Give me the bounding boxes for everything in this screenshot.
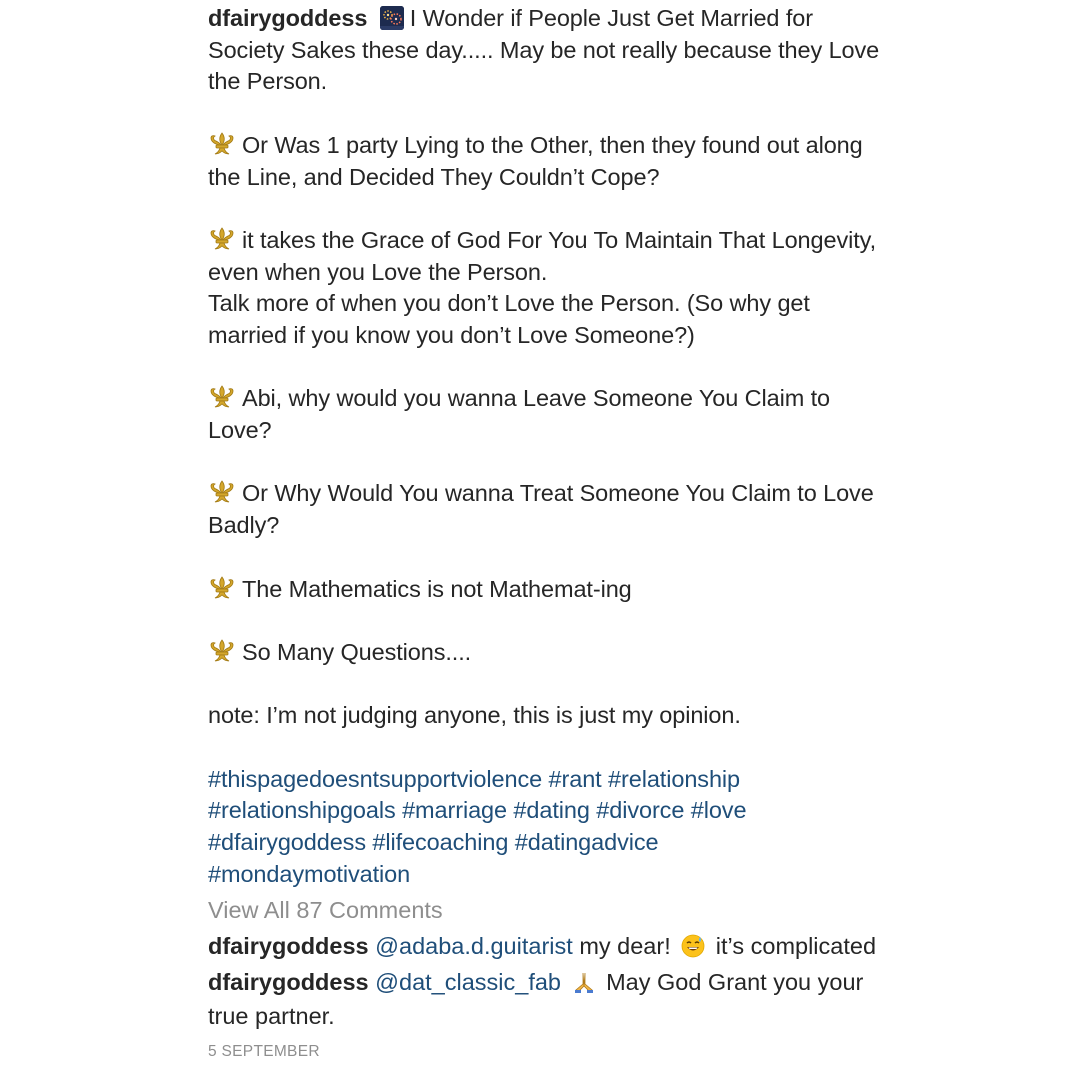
post-date: 5 SEPTEMBER — [208, 1042, 320, 1060]
hashtag-link[interactable]: #dfairygoddess — [208, 829, 366, 856]
hashtag-link[interactable]: #dating — [513, 797, 590, 824]
comment-item — [208, 965, 888, 1033]
caption-point — [208, 574, 888, 606]
fleur-de-lis-icon — [208, 479, 236, 505]
hashtag-link[interactable]: #marriage — [402, 797, 507, 824]
caption-point-text: Or Why Would You wanna Treat Someone You Claim to Love Badly? — [208, 480, 874, 539]
fleur-de-lis-icon — [208, 384, 236, 410]
fleur-de-lis-icon — [208, 131, 236, 157]
caption-note: note: I’m not judging anyone, this is just my opinion. — [208, 702, 741, 729]
caption-point — [208, 478, 888, 541]
instagram-post — [208, 0, 888, 1061]
hashtag-link[interactable]: #thispagedoesntsupportviolence — [208, 765, 543, 792]
fleur-de-lis-icon — [208, 638, 236, 664]
hashtag-link[interactable]: #lifecoaching — [372, 829, 509, 856]
comment-username[interactable]: dfairygoddess — [208, 968, 369, 995]
caption-point-text: it takes the Grace of God For You To Maintain That Longevity, even when you Love the Person. — [208, 226, 877, 285]
comment-username[interactable]: dfairygoddess — [208, 932, 369, 959]
hashtag-link[interactable]: #divorce — [596, 797, 685, 824]
comment-item — [208, 929, 888, 963]
fleur-de-lis-icon — [208, 575, 236, 601]
hashtag-list — [208, 764, 888, 891]
caption-point — [208, 637, 888, 669]
post-author-username[interactable]: dfairygoddess — [208, 5, 368, 31]
hashtag-link[interactable]: #love — [690, 797, 747, 824]
hashtag-link[interactable]: #relationshipgoals — [208, 797, 396, 824]
caption-point — [208, 225, 888, 352]
caption-intro — [208, 3, 888, 98]
caption-point-continuation: Talk more of when you don’t Love the Person. (So why get married if you know you don’t Love Someone?) — [208, 290, 810, 348]
hashtag-link[interactable]: #datingadvice — [514, 829, 659, 856]
comment-mention[interactable]: @adaba.d.guitarist — [375, 932, 573, 959]
hashtag-link[interactable]: #rant — [548, 765, 602, 792]
caption-point-text: The Mathematics is not Mathemat-ing — [242, 575, 632, 602]
caption-point — [208, 383, 888, 446]
hashtag-link[interactable]: #relationship — [608, 765, 741, 792]
comment-mention[interactable]: @dat_classic_fab — [375, 968, 561, 995]
praying-hands-emoji-icon — [572, 969, 596, 993]
caption-point-text: So Many Questions.... — [242, 638, 472, 665]
hashtag-link[interactable]: #mondaymotivation — [208, 860, 411, 887]
caption-point-text: Abi, why would you wanna Leave Someone You Claim to Love? — [208, 385, 831, 444]
grinning-sweat-emoji-icon — [681, 933, 705, 957]
caption-intro-text: I Wonder if People Just Get Married for Society Sakes these day..... May be not really because they Love the Person. — [208, 5, 880, 95]
comment-text: my dear! — [579, 932, 671, 959]
caption-point — [208, 130, 888, 193]
post-caption — [208, 3, 888, 891]
fleur-de-lis-icon — [208, 226, 236, 252]
comment-text: it’s complicated — [715, 932, 877, 959]
view-all-comments-link[interactable]: View All 87 Comments — [208, 896, 443, 923]
fireworks-icon — [380, 6, 404, 30]
comment-text: May God Grant you your true partner. — [208, 968, 864, 1029]
caption-point-text: Or Was 1 party Lying to the Other, then they found out along the Line, and Decided They Couldn’t Cope? — [208, 131, 863, 190]
